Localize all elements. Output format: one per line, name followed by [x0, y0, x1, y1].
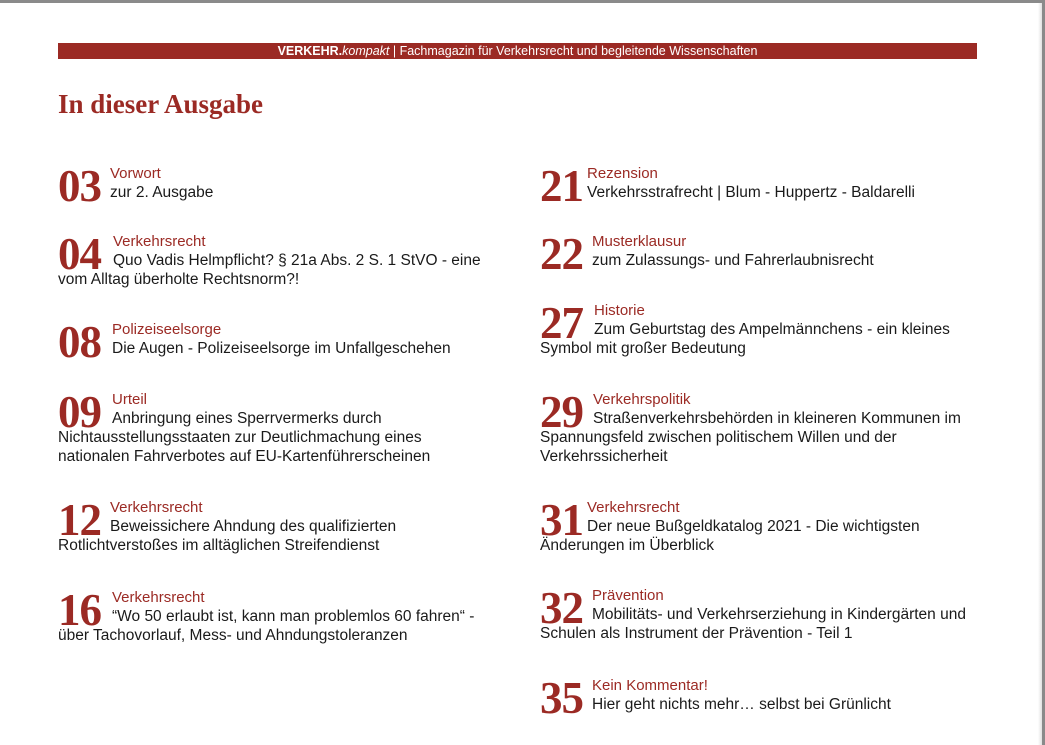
entry-category: Verkehrspolitik — [593, 391, 691, 408]
entry-description: Beweissichere Ahndung des qualifizierten Rotlichtverstoßes im alltäglichen Streifendienst — [58, 518, 397, 554]
entry-category: Polizeiseelsorge — [112, 321, 222, 338]
entry-description: Zum Geburtstag des Ampelmännchens - ein kleines Symbol mit großer Bedeutung — [540, 321, 950, 357]
entry-category: Verkehrsrecht — [112, 589, 205, 606]
toc-entry[interactable] — [540, 387, 970, 466]
page-number: 31 — [540, 495, 583, 545]
page-number: 21 — [540, 161, 583, 211]
toc-entry[interactable] — [540, 161, 970, 211]
toc-entry[interactable] — [540, 229, 970, 279]
toc-entry[interactable] — [540, 673, 970, 723]
page-shadow — [1038, 3, 1042, 745]
entry-description: “Wo 50 erlaubt ist, kann man problemlos 60 fahren“ - über Tachovorlauf, Mess- und Ahndungstoleranzen — [58, 608, 475, 644]
page-title: In dieser Ausgabe — [58, 89, 264, 119]
entry-description: Verkehrsstrafrecht | Blum - Huppertz - Baldarelli — [587, 184, 915, 201]
toc-entry[interactable] — [540, 495, 970, 555]
entry-category: Kein Kommentar! — [592, 677, 708, 694]
toc-entry[interactable] — [540, 298, 970, 358]
page-number: 32 — [540, 583, 583, 633]
toc-entry[interactable] — [540, 583, 970, 643]
page-number: 12 — [58, 495, 101, 545]
entry-description: Die Augen - Polizeiseelsorge im Unfallgeschehen — [112, 340, 451, 357]
toc-entry[interactable] — [58, 387, 488, 466]
brand-suffix: kompakt — [342, 44, 390, 58]
window-top-edge — [0, 0, 1045, 3]
page-number: 27 — [540, 298, 583, 348]
magazine-banner — [58, 43, 977, 59]
page-number: 22 — [540, 229, 583, 279]
entry-category: Verkehrsrecht — [587, 499, 680, 516]
banner-tagline: | Fachmagazin für Verkehrsrecht und begleitende Wissenschaften — [389, 44, 758, 58]
entry-category: Historie — [594, 302, 645, 319]
entry-category: Vorwort — [110, 165, 161, 182]
entry-description: zum Zulassungs- und Fahrerlaubnisrecht — [592, 252, 874, 269]
entry-description: Der neue Bußgeldkatalog 2021 - Die wichtigsten Änderungen im Überblick — [540, 518, 920, 554]
entry-description: Quo Vadis Helmpflicht? § 21a Abs. 2 S. 1 StVO - eine vom Alltag überholte Rechtsnorm?! — [58, 252, 481, 288]
entry-category: Musterklausur — [592, 233, 687, 250]
brand-name: VERKEHR. — [277, 44, 343, 58]
page-number: 16 — [58, 585, 101, 635]
page-number: 29 — [540, 387, 583, 437]
page-number: 04 — [58, 229, 101, 279]
entry-description: zur 2. Ausgabe — [110, 184, 214, 201]
entry-description: Straßenverkehrsbehörden in kleineren Kommunen im Spannungsfeld zwischen politischem Willen und der Verkehrssicherheit — [540, 410, 961, 465]
page-number: 09 — [58, 387, 101, 437]
toc-entry[interactable] — [58, 585, 488, 645]
entry-category: Prävention — [592, 587, 664, 604]
entry-category: Urteil — [112, 391, 148, 408]
entry-description: Mobilitäts- und Verkehrserziehung in Kindergärten und Schulen als Instrument der Prävention - Teil 1 — [540, 606, 966, 642]
entry-description: Hier geht nichts mehr… selbst bei Grünlicht — [592, 696, 891, 713]
toc-entry[interactable] — [58, 317, 488, 367]
page-number: 03 — [58, 161, 101, 211]
entry-category: Verkehrsrecht — [113, 233, 206, 250]
toc-entry[interactable] — [58, 161, 488, 211]
toc-entry[interactable] — [58, 495, 488, 555]
entry-description: Anbringung eines Sperrvermerks durch Nichtausstellungsstaaten zur Deutlichmachung eines nationalen Fahrverbotes auf EU-Kartenführerscheinen — [58, 410, 431, 465]
page-number: 35 — [540, 673, 583, 723]
entry-category: Verkehrsrecht — [110, 499, 203, 516]
page-number: 08 — [58, 317, 101, 367]
entry-category: Rezension — [587, 165, 658, 182]
toc-entry[interactable] — [58, 229, 488, 289]
